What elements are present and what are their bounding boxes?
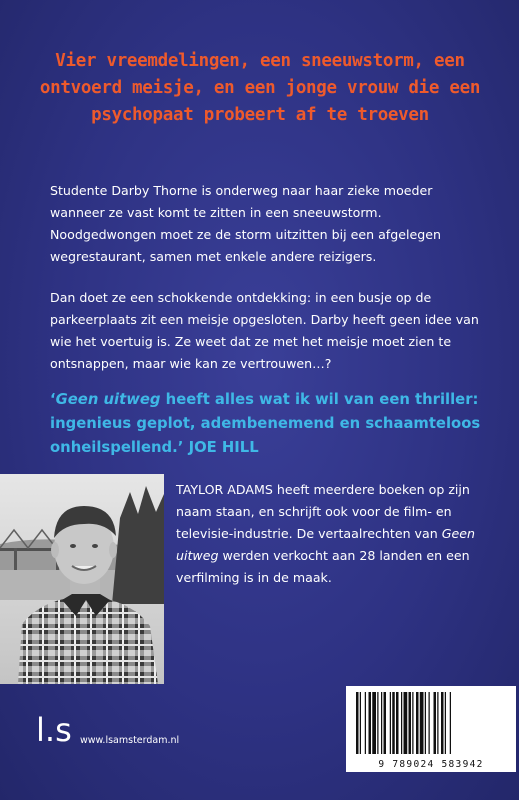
quote-text: heeft alles wat ik wil van een thriller: ingenieus geplot, adembenemend en schaamteloos onheilspellend. <box>50 391 481 456</box>
author-photo <box>0 474 164 684</box>
publisher-website: www.lsamsterdam.nl <box>80 735 180 746</box>
bio-text-1: TAYLOR ADAMS heeft meerdere boeken op zijn naam staan, en schrijft ook voor de film- en televisie-industrie. De vertaalrechten van <box>176 482 470 541</box>
publisher-logo: l.s <box>36 711 72 749</box>
quote-attribution: JOE HILL <box>188 439 259 456</box>
headline: Vier vreemdelingen, een sneeuwstorm, een ontvoerd meisje, en een jonge vrouw die een psychopaat probeert af te troeven <box>39 51 481 125</box>
quote-book-title: Geen uitweg <box>55 391 161 408</box>
blurb-paragraph-2: Dan doet ze een schokkende ontdekking: in een busje op de parkeerplaats zit een meisje opgesloten. Darby heeft geen idee van wie het voertuig is. Ze weet dat ze met het meisje moet zien te ontsnappen, maar wie kan ze vertrouwen…? <box>50 290 479 371</box>
quote-close-mark: ’ <box>177 439 189 456</box>
bio-text-2: werden verkocht aan 28 landen en een verfilming is in de maak. <box>176 548 470 585</box>
blurb-paragraph-1: Studente Darby Thorne is onderweg naar haar zieke moeder wanneer ze vast komt te zitten in een sneeuwstorm. Noodgedwongen moet ze de storm uitzitten bij een afgelegen wegrestaurant, samen met enkele andere reizigers. <box>50 183 441 264</box>
review-quote <box>50 388 490 460</box>
bio-book-title: Geen uitweg <box>176 526 475 563</box>
barcode-bars <box>346 686 516 758</box>
isbn-barcode <box>346 686 516 772</box>
author-bio <box>176 479 506 589</box>
quote-open-mark: ‘ <box>50 391 56 408</box>
isbn-number: 9 789024 583942 <box>378 759 484 770</box>
